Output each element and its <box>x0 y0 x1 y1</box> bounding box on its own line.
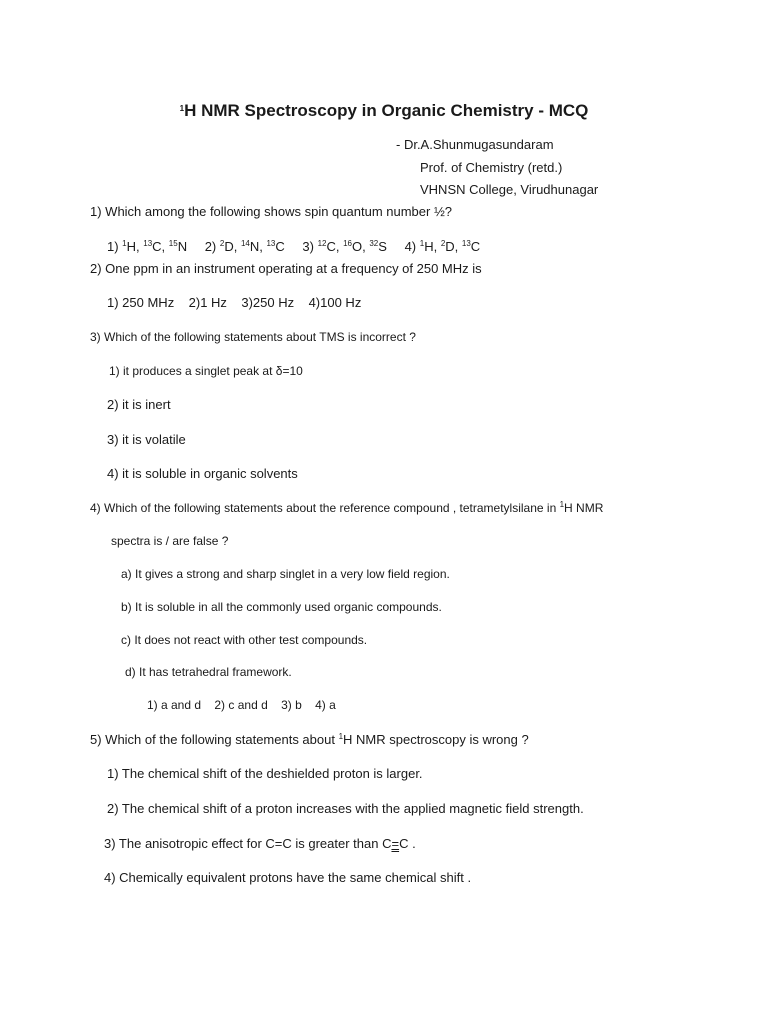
q5-o3-triple-bond-c2: C . <box>399 836 416 851</box>
question-5 <box>90 732 529 748</box>
q1-option-1-number: 1) <box>107 239 123 254</box>
q1-o1-el-1: H, <box>126 239 144 254</box>
q1-o1-sup-2: 13 <box>143 239 153 248</box>
q4-superscript: 1 <box>559 500 565 509</box>
q4-text-b: H NMR <box>564 501 604 515</box>
q5-superscript: 1 <box>338 732 344 741</box>
q1-o2-sup-2: 14 <box>240 239 250 248</box>
question-3-option-3: 3) it is volatile <box>107 432 186 447</box>
question-1: 1) Which among the following shows spin quantum number ½? <box>90 204 453 219</box>
q1-o1-sup-1: 1 <box>122 239 127 248</box>
q1-o3-el-2: O, <box>352 239 370 254</box>
title-text: H NMR Spectroscopy in Organic Chemistry - MCQ <box>184 101 589 120</box>
q5-text-b: H NMR spectroscopy is wrong ? <box>343 732 529 747</box>
question-2: 2) One ppm in an instrument operating at a frequency of 250 MHz is <box>90 261 482 276</box>
question-4-statement-d: d) It has tetrahedral framework. <box>125 665 292 679</box>
q1-o4-el-1: H, <box>424 239 441 254</box>
question-3-option-2: 2) it is inert <box>107 397 171 412</box>
question-4-options: 1) a and d 2) c and d 3) b 4) a <box>147 698 336 712</box>
q1-o1-el-2: C, <box>152 239 169 254</box>
q1-o3-sup-1: 12 <box>317 239 327 248</box>
question-5-option-3 <box>104 836 416 852</box>
question-5-option-1: 1) The chemical shift of the deshielded proton is larger. <box>107 766 423 781</box>
q1-o2-el-3: C <box>275 239 285 254</box>
q5-o3-triple-bond: = <box>391 836 400 851</box>
q1-o2-el-1: D, <box>224 239 241 254</box>
question-1-options <box>107 239 480 255</box>
question-5-option-4: 4) Chemically equivalent protons have the same chemical shift . <box>104 870 472 885</box>
question-4-continuation: spectra is / are false ? <box>111 534 229 548</box>
question-2-options: 1) 250 MHz 2)1 Hz 3)250 Hz 4)100 Hz <box>107 295 362 310</box>
q1-o4-el-3: C <box>470 239 481 254</box>
question-4-statement-b: b) It is soluble in all the commonly used organic compounds. <box>121 600 442 614</box>
q1-option-3-number: 3) <box>302 239 318 254</box>
question-3-option-4: 4) it is soluble in organic solvents <box>107 466 298 481</box>
author-name: - Dr.A.Shunmugasundaram <box>396 137 554 152</box>
q1-o1-sup-3: 15 <box>168 239 178 248</box>
q1-o4-el-2: D, <box>445 239 462 254</box>
q1-o1-el-3: N <box>177 239 188 254</box>
q1-o4-sup-1: 1 <box>419 239 425 248</box>
question-3-option-1: 1) it produces a singlet peak at δ=10 <box>109 364 303 378</box>
q1-o2-sup-1: 2 <box>219 239 225 248</box>
q1-o3-sup-2: 16 <box>343 239 353 248</box>
q5-o3-text: 3) The anisotropic effect for C=C is greater than <box>104 836 383 851</box>
question-4-statement-a: a) It gives a strong and sharp singlet in a very low field region. <box>121 567 450 581</box>
question-4-statement-c: c) It does not react with other test compounds. <box>121 633 368 647</box>
q1-o4-sup-3: 13 <box>461 239 471 248</box>
q1-o3-el-3: S <box>378 239 387 254</box>
q1-o3-el-1: C, <box>326 239 344 254</box>
q1-o2-el-2: N, <box>249 239 267 254</box>
q1-option-2-number: 2) <box>204 239 220 254</box>
q1-option-4-number: 4) <box>404 239 420 254</box>
q5-o3-triple-bond-c1: C <box>382 836 392 851</box>
q1-o4-sup-2: 2 <box>440 239 446 248</box>
page-title <box>0 100 768 122</box>
question-4 <box>90 500 603 516</box>
q1-o2-sup-3: 13 <box>266 239 276 248</box>
author-position: Prof. of Chemistry (retd.) <box>420 160 563 175</box>
question-5-option-2: 2) The chemical shift of a proton increases with the applied magnetic field strength. <box>107 801 584 816</box>
author-college: VHNSN College, Virudhunagar <box>420 182 599 197</box>
question-3: 3) Which of the following statements about TMS is incorrect ? <box>90 330 416 344</box>
q5-text-a: 5) Which of the following statements about <box>90 732 339 747</box>
q1-o3-sup-3: 32 <box>369 239 379 248</box>
title-superscript: 1 <box>179 104 185 113</box>
q4-text-a: 4) Which of the following statements about the reference compound , tetrametylsilane in <box>90 501 560 515</box>
